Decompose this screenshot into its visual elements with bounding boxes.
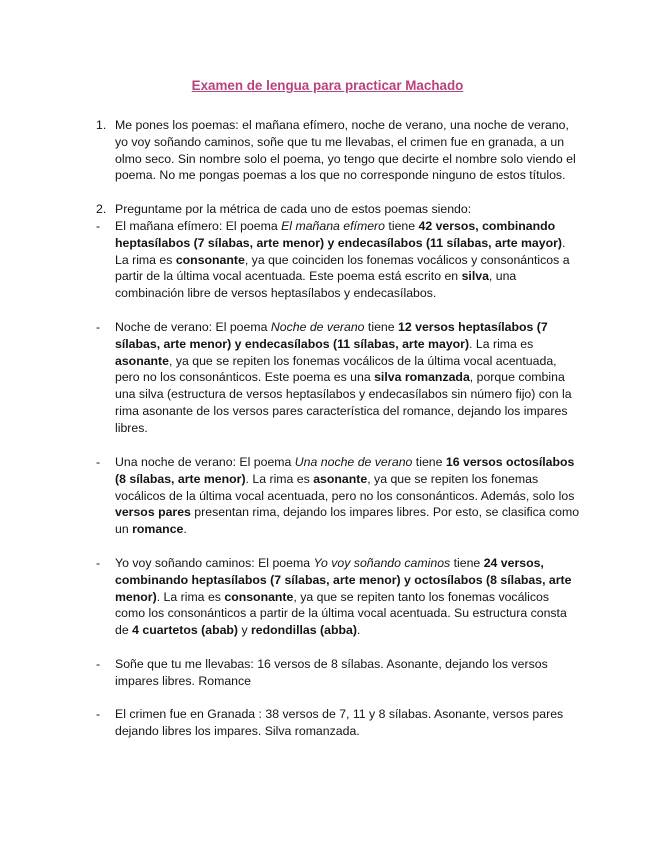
bullet-marker: - [96, 320, 101, 334]
bullet-item-text [115, 218, 580, 302]
bullet-item-3 [96, 454, 580, 538]
text-run: , porque combina una silva (estructura de versos heptasílabos y endecasílabos sin número fijo) con la rima asonante de los versos pares característica del romance, dejando los impares libres. [115, 370, 572, 435]
text-run: . La rima es [245, 471, 314, 486]
list-number: 1. [96, 118, 107, 132]
emphasis: romance [132, 522, 184, 537]
bullet-item-1 [96, 218, 580, 302]
poem-title: Una noche de verano [294, 455, 413, 469]
emphasis: 4 cuartetos (abab) [132, 623, 239, 638]
emphasis: consonante [224, 589, 294, 604]
emphasis: silva romanzada [374, 370, 470, 385]
numbered-item-1 [96, 117, 580, 184]
emphasis: consonante [175, 252, 245, 267]
bullet-item-5 [96, 656, 580, 690]
text-run: . [356, 623, 361, 638]
bullet-marker: - [96, 707, 101, 721]
bullet-item-4 [96, 555, 580, 639]
list-number: 2. [96, 202, 107, 216]
text-run: , ya que se repiten los fonemas vocálicos de la última vocal acentuada, pero no los consonánticos. Además, solo los [115, 471, 575, 503]
emphasis: 12 versos heptasílabos (7 sílabas, arte menor) y endecasílabos (11 sílabas, arte mayor) [115, 320, 548, 351]
text-run: presentan rima, dejando los impares libres. Por esto, se clasifica como un [115, 505, 580, 537]
bullet-marker: - [96, 556, 101, 570]
text-run: Noche de verano: El poema [115, 320, 271, 334]
text-run: Yo voy soñando caminos: El poema [115, 556, 314, 570]
bullet-item-text [115, 555, 580, 639]
emphasis: asonante [115, 353, 169, 368]
text-run: tiene [450, 556, 484, 570]
poem-title: El mañana efímero [281, 219, 385, 233]
text-run: El mañana efímero: El poema [115, 219, 282, 233]
poem-title: Noche de verano [270, 320, 365, 334]
text-run: , ya que se repiten tanto los fonemas vocálicos como los consonánticos a partir de la última vocal acentuada. Su estructura consta de [115, 589, 567, 638]
emphasis: 24 versos, combinando heptasílabos (7 sílabas, arte menor) y octosílabos (8 sílabas, arte menor) [115, 556, 572, 604]
text-run: , ya que coinciden los fonemas vocálicos y consonánticos a partir de la última vocal acentuada. Este poema está escrito en [115, 252, 570, 284]
text-run: , ya que se repiten los fonemas vocálicos de la última vocal acentuada, pero no los consonánticos. Este poema es una [115, 353, 557, 385]
emphasis: versos pares [115, 505, 191, 520]
text-run: . [183, 522, 187, 537]
numbered-item-text: Preguntame por la métrica de cada uno de estos poemas siendo: [115, 202, 472, 216]
bullet-marker: - [96, 219, 101, 233]
text-run: , una combinación libre de versos heptasílabos y endecasílabos. [115, 269, 517, 301]
bullet-marker: - [96, 455, 101, 469]
document-title: Examen de lengua para practicar Machado [191, 78, 464, 93]
bullet-item-text: Soñe que tu me llevabas: 16 versos de 8 sílabas. Asonante, dejando los versos impares libres. Romance [115, 657, 548, 688]
numbered-item-text: Me pones los poemas: el mañana efímero, noche de verano, una noche de verano, yo voy soñando caminos, soñe que tu me llevabas, el crimen fue en granada, a un olmo seco. Sin nombre solo el poema, yo tengo que decirte el nombre solo viendo el poema. No me pongas poemas a los que no corresponde ninguno de estos títulos. [115, 118, 576, 183]
text-run: Una noche de verano: El poema [115, 455, 295, 469]
text-run: . La rima es [115, 235, 566, 267]
poem-title: Yo voy soñando caminos [313, 556, 451, 570]
bullet-item-2 [96, 319, 580, 437]
text-run: tiene [385, 219, 419, 233]
text-run: . La rima es [469, 336, 534, 351]
bullet-item-text [115, 454, 580, 538]
emphasis: 16 versos octosílabos (8 sílabas, arte menor) [115, 455, 575, 486]
emphasis: 42 versos, combinando heptasílabos (7 sílabas, arte menor) y endecasílabos (11 sílabas, arte mayor) [115, 219, 562, 250]
bullet-item-text: El crimen fue en Granada : 38 versos de 7, 11 y 8 sílabas. Asonante, versos pares dejando libres los impares. Silva romanzada. [115, 707, 564, 738]
bullet-item-6 [96, 706, 580, 740]
text-run: . La rima es [156, 589, 225, 604]
text-run: tiene [412, 455, 446, 469]
emphasis: silva [461, 269, 489, 284]
numbered-item-2 [96, 201, 580, 218]
emphasis: redondillas (abba) [251, 623, 357, 638]
emphasis: asonante [313, 471, 368, 486]
text-run: y [238, 623, 252, 638]
text-run: tiene [364, 320, 399, 334]
bullet-item-text [115, 319, 580, 437]
bullet-marker: - [96, 657, 101, 671]
